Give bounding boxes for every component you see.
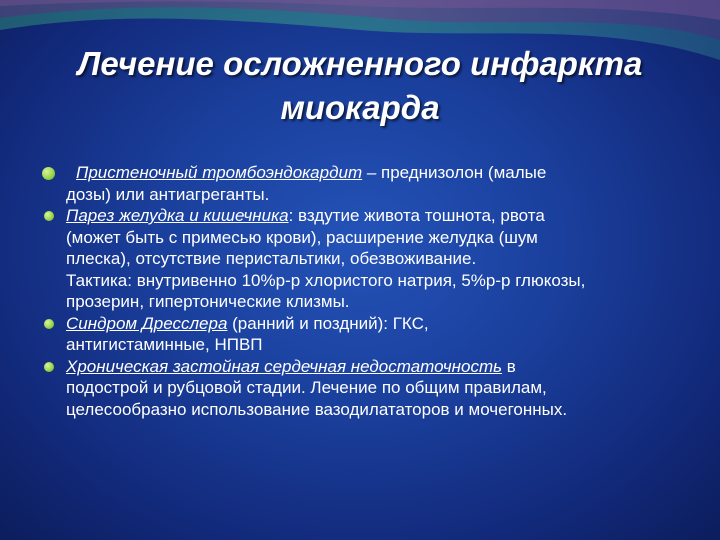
bullet-text: (ранний и поздний): ГКС, xyxy=(227,313,429,333)
bullet-text: плеска), отсутствие перистальтики, обезвоживание. xyxy=(66,249,477,268)
bullet-text: целесообразно использование вазодилататоров и мочегонных. xyxy=(66,399,568,419)
slide-title-line-2: миокарда xyxy=(280,89,440,126)
bullet-dot-icon xyxy=(42,167,55,180)
bullet-text: – преднизолон (малые xyxy=(362,163,547,182)
bullet-dot-icon xyxy=(44,319,54,329)
slide-title xyxy=(20,42,700,130)
bullet-list xyxy=(40,162,700,420)
bullet-item-thromboendocarditis xyxy=(40,162,700,205)
bullet-text: : вздутие живота тошнота, рвота xyxy=(288,206,545,225)
bullet-dot-icon xyxy=(44,362,54,372)
bullet-item-gastric-paresis xyxy=(40,205,700,313)
bullet-term: Хроническая застойная сердечная недостаточность xyxy=(66,356,503,376)
bullet-text: (может быть с примесью крови), расширение желудка (шум xyxy=(66,227,538,247)
bullet-text: подострой и рубцовой стадии. Лечение по общим правилам, xyxy=(66,378,547,397)
bullet-term: Синдром Дресслера xyxy=(66,313,228,333)
bullet-text: дозы) или антиагреганты. xyxy=(66,184,270,204)
bullet-text: прозерин, гипертонические клизмы. xyxy=(66,292,350,311)
bullet-item-chronic-heart-failure xyxy=(40,356,700,421)
bullet-dot-icon xyxy=(44,211,54,221)
bullet-text: Тактика: внутривенно 10%р-р хлористого натрия, 5%р-р глюкозы, xyxy=(66,270,586,290)
bullet-item-dressler-syndrome xyxy=(40,313,700,356)
bullet-text: антигистаминные, НПВП xyxy=(66,335,263,354)
slide-title-line-1: Лечение осложненного инфаркта xyxy=(77,45,643,82)
bullet-term: Пристеночный тромбоэндокардит xyxy=(76,163,363,182)
bullet-text: в xyxy=(502,356,516,376)
bullet-term: Парез желудка и кишечника xyxy=(66,206,289,225)
